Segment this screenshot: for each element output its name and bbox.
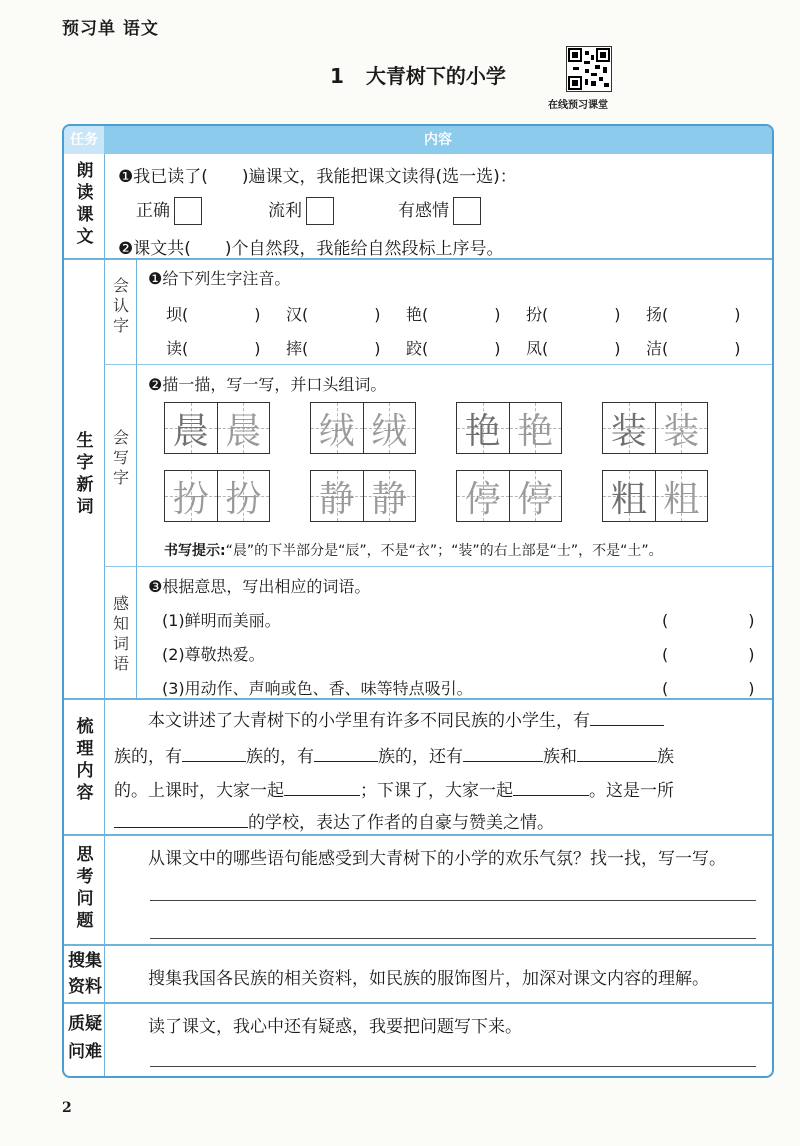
section-label-think: 思 考 问 题 (76, 845, 94, 931)
lesson-title (330, 60, 506, 89)
pinyin-item[interactable]: 跤( ) (406, 339, 501, 358)
answer-line[interactable] (150, 1066, 756, 1067)
char-grid[interactable]: 粗 粗 (602, 470, 708, 522)
recognize-question: ❶给下列生字注音。 (148, 269, 291, 288)
sub-label-perceive: 感 知 词 语 (112, 594, 129, 673)
vocab-answer-2[interactable]: ( ) (662, 645, 755, 664)
think-question: 从课文中的哪些语句能感受到大青树下的小学的欢乐气氛？找一找，写一写。 (148, 849, 726, 869)
checkbox-fluent[interactable] (306, 197, 334, 225)
option-emotion[interactable]: 有感情 (398, 196, 481, 225)
collect-task: 搜集我国各民族的相关资料，如民族的服饰图片，加深对课文内容的理解。 (148, 969, 709, 989)
summary-line-3: 的。上课时，大家一起 ；下课了，大家一起 。这是一所 (114, 781, 674, 801)
vocab-item-2: (2)尊敬热爱。 (162, 645, 265, 664)
char-grid[interactable]: 艳 艳 (456, 402, 562, 454)
char-grid[interactable]: 停 停 (456, 470, 562, 522)
answer-line[interactable] (150, 900, 756, 901)
pinyin-item[interactable]: 汉( ) (286, 305, 381, 324)
summary-line-1: 本文讲述了大青树下的小学里有许多不同民族的小学生，有 (148, 706, 664, 731)
checkbox-correct[interactable] (174, 197, 202, 225)
answer-line[interactable] (150, 938, 756, 939)
pinyin-item[interactable]: 洁( ) (646, 339, 741, 358)
section-label-collect: 搜集 资料 (68, 951, 102, 997)
summary-line-2: 族的，有 族的，有 族的，还有 族和 族 (114, 747, 674, 767)
blank-line[interactable] (590, 709, 664, 726)
page-number: 2 (62, 1100, 72, 1116)
writing-tip: 书写提示:“晨”的下半部分是“辰”，不是“衣”；“装”的右上部是“士”，不是“土”。 (164, 543, 663, 559)
vocab-answer-1[interactable]: ( ) (662, 611, 755, 630)
lesson-number: 1 (330, 64, 344, 88)
vocab-answer-3[interactable]: ( ) (662, 679, 755, 698)
question-task: 读了课文，我心中还有疑惑，我要把问题写下来。 (148, 1017, 522, 1037)
lesson-title-text: 大青树下的小学 (365, 64, 506, 88)
section-label-new-words: 生 字 新 词 (76, 431, 94, 517)
char-grid[interactable]: 晨 晨 (164, 402, 270, 454)
pinyin-item[interactable]: 扬( ) (646, 305, 741, 324)
summary-line-4: 的学校，表达了作者的自豪与赞美之情。 (114, 808, 554, 833)
col-header-content: 内容 (424, 132, 452, 148)
char-grid[interactable]: 装 装 (602, 402, 708, 454)
header-subject: 预习单 语文 (62, 19, 159, 39)
pinyin-item[interactable]: 读( ) (166, 339, 261, 358)
option-correct[interactable]: 正确 (136, 196, 202, 225)
vocab-item-3: (3)用动作、声响或色、香、味等特点吸引。 (162, 679, 473, 698)
reading-question-2: ❷课文共( )个自然段，我能给自然段标上序号。 (118, 239, 504, 259)
char-grid[interactable]: 静 静 (310, 470, 416, 522)
sub-label-recognize: 会 认 字 (112, 276, 129, 335)
section-label-question: 质疑 问难 (68, 1014, 102, 1062)
pinyin-item[interactable]: 坝( ) (166, 305, 261, 324)
qr-code-icon[interactable] (566, 46, 612, 92)
char-grid[interactable]: 扮 扮 (164, 470, 270, 522)
reading-question-1: ❶我已读了( )遍课文，我能把课文读得(选一选)： (118, 167, 517, 187)
pinyin-item[interactable]: 扮( ) (526, 305, 621, 324)
sub-label-write: 会 写 字 (112, 428, 129, 487)
perceive-question: ❸根据意思，写出相应的词语。 (148, 577, 371, 596)
pinyin-item[interactable]: 艳( ) (406, 305, 501, 324)
vocab-item-1: (1)鲜明而美丽。 (162, 611, 281, 630)
option-fluent[interactable]: 流利 (268, 196, 334, 225)
section-label-reading: 朗 读 课 文 (76, 161, 94, 247)
col-header-task: 任务 (64, 126, 104, 154)
qr-caption: 在线预习课堂 (548, 100, 608, 111)
pinyin-item[interactable]: 摔( ) (286, 339, 381, 358)
write-question: ❷描一描，写一写，并口头组词。 (148, 375, 387, 394)
char-grid[interactable]: 绒 绒 (310, 402, 416, 454)
section-label-summary: 梳 理 内 容 (76, 717, 94, 803)
pinyin-item[interactable]: 凤( ) (526, 339, 621, 358)
checkbox-emotion[interactable] (453, 197, 481, 225)
